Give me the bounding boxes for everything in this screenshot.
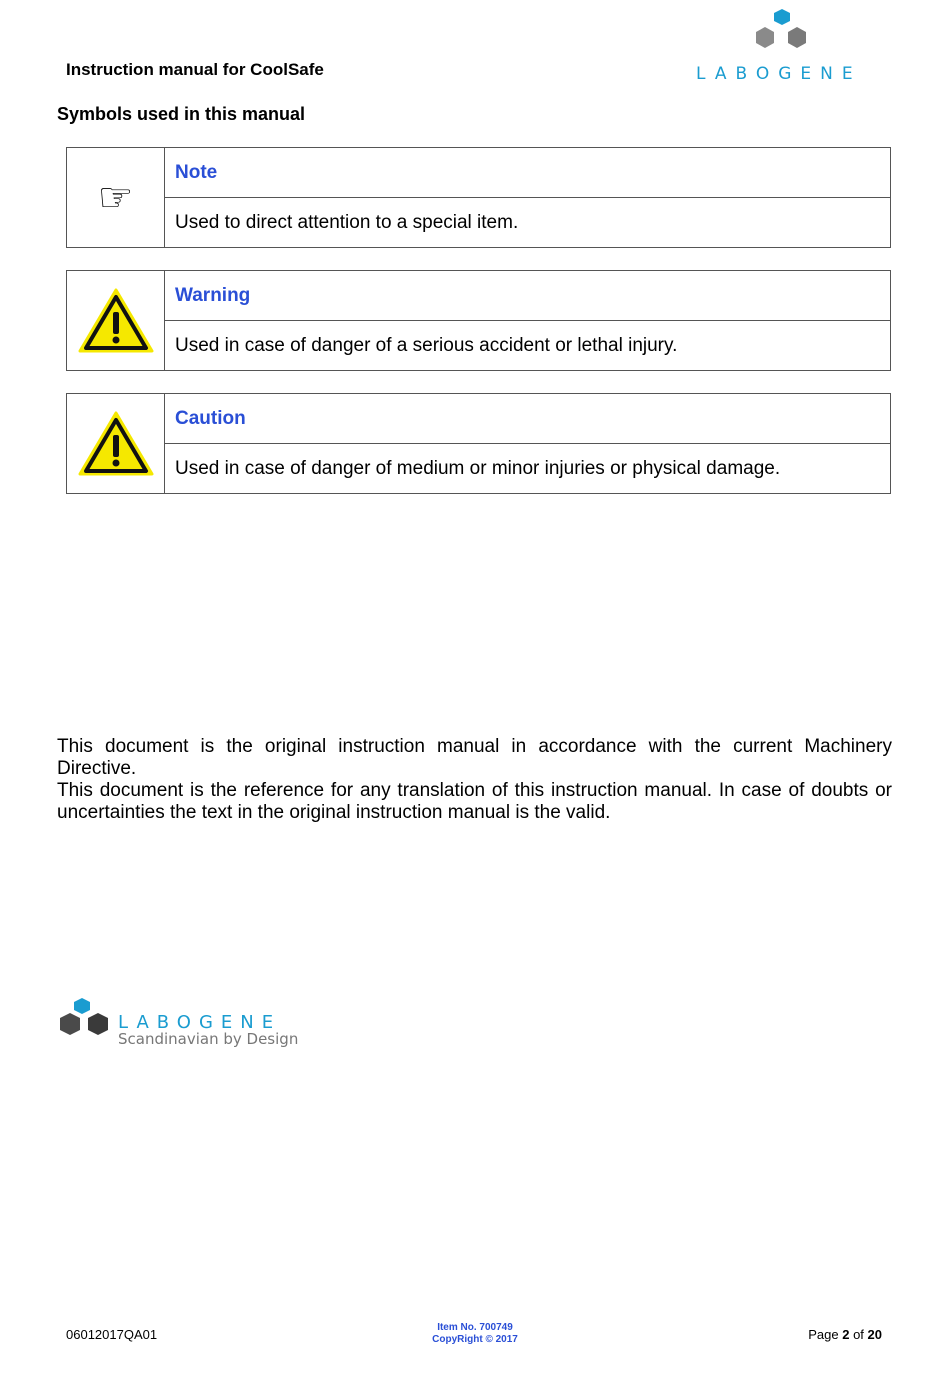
page-total: 20	[867, 1327, 882, 1342]
logo-hex-grey-1	[756, 27, 774, 48]
page-current: 2	[842, 1327, 850, 1342]
page-prefix: Page	[808, 1327, 839, 1342]
symbol-table-note	[66, 147, 891, 248]
symbol-table-warning	[66, 270, 891, 371]
footer-copyright: CopyRight © 2017	[432, 1334, 518, 1345]
logo-hex-grey-2	[788, 27, 806, 48]
document-header-title: Instruction manual for CoolSafe	[66, 60, 324, 79]
warning-triangle-icon	[78, 411, 154, 477]
symbol-icon-cell	[67, 394, 165, 493]
symbol-description-caution: Used in case of danger of medium or minor injuries or physical damage.	[175, 457, 781, 479]
symbol-icon-cell	[67, 271, 165, 370]
brand-hex-blue	[74, 998, 90, 1014]
footer-doc-code: 06012017QA01	[66, 1327, 158, 1342]
symbol-description-warning: Used in case of danger of a serious accident or lethal injury.	[175, 334, 678, 356]
labogene-brand-logo	[58, 998, 318, 1050]
footer-item-info	[375, 1322, 575, 1346]
page-of: of	[853, 1327, 864, 1342]
brand-hex-dark-1	[60, 1013, 80, 1035]
statement-line-1: This document is the original instruction manual in accordance with the current Machinery Directive.	[57, 736, 892, 779]
pointing-hand-icon: ☞	[97, 174, 134, 221]
symbol-icon-cell	[67, 148, 165, 247]
symbol-table-caution	[66, 393, 891, 494]
brand-tagline-text: Scandinavian by Design	[118, 1030, 299, 1048]
logo-hex-blue	[774, 9, 790, 25]
footer-page-number	[808, 1327, 882, 1342]
footer-item-no: Item No. 700749	[437, 1322, 513, 1333]
symbol-description-note: Used to direct attention to a special item.	[175, 211, 519, 233]
brand-hex-dark-2	[88, 1013, 108, 1035]
symbol-heading-caution: Caution	[165, 394, 890, 444]
statement-line-3: uncertainties the text in the original instruction manual is the valid.	[57, 802, 611, 823]
original-manual-statement	[57, 736, 892, 824]
statement-line-2: This document is the reference for any translation of this instruction manual. In case of doubts or	[57, 780, 892, 801]
logo-text: LABOGENE	[696, 64, 862, 84]
brand-name-text: LABOGENE	[118, 1012, 282, 1033]
symbol-heading-note: Note	[165, 148, 890, 198]
labogene-logo-top	[694, 5, 884, 85]
warning-triangle-icon	[78, 288, 154, 354]
symbol-heading-warning: Warning	[165, 271, 890, 321]
section-title: Symbols used in this manual	[57, 104, 306, 124]
